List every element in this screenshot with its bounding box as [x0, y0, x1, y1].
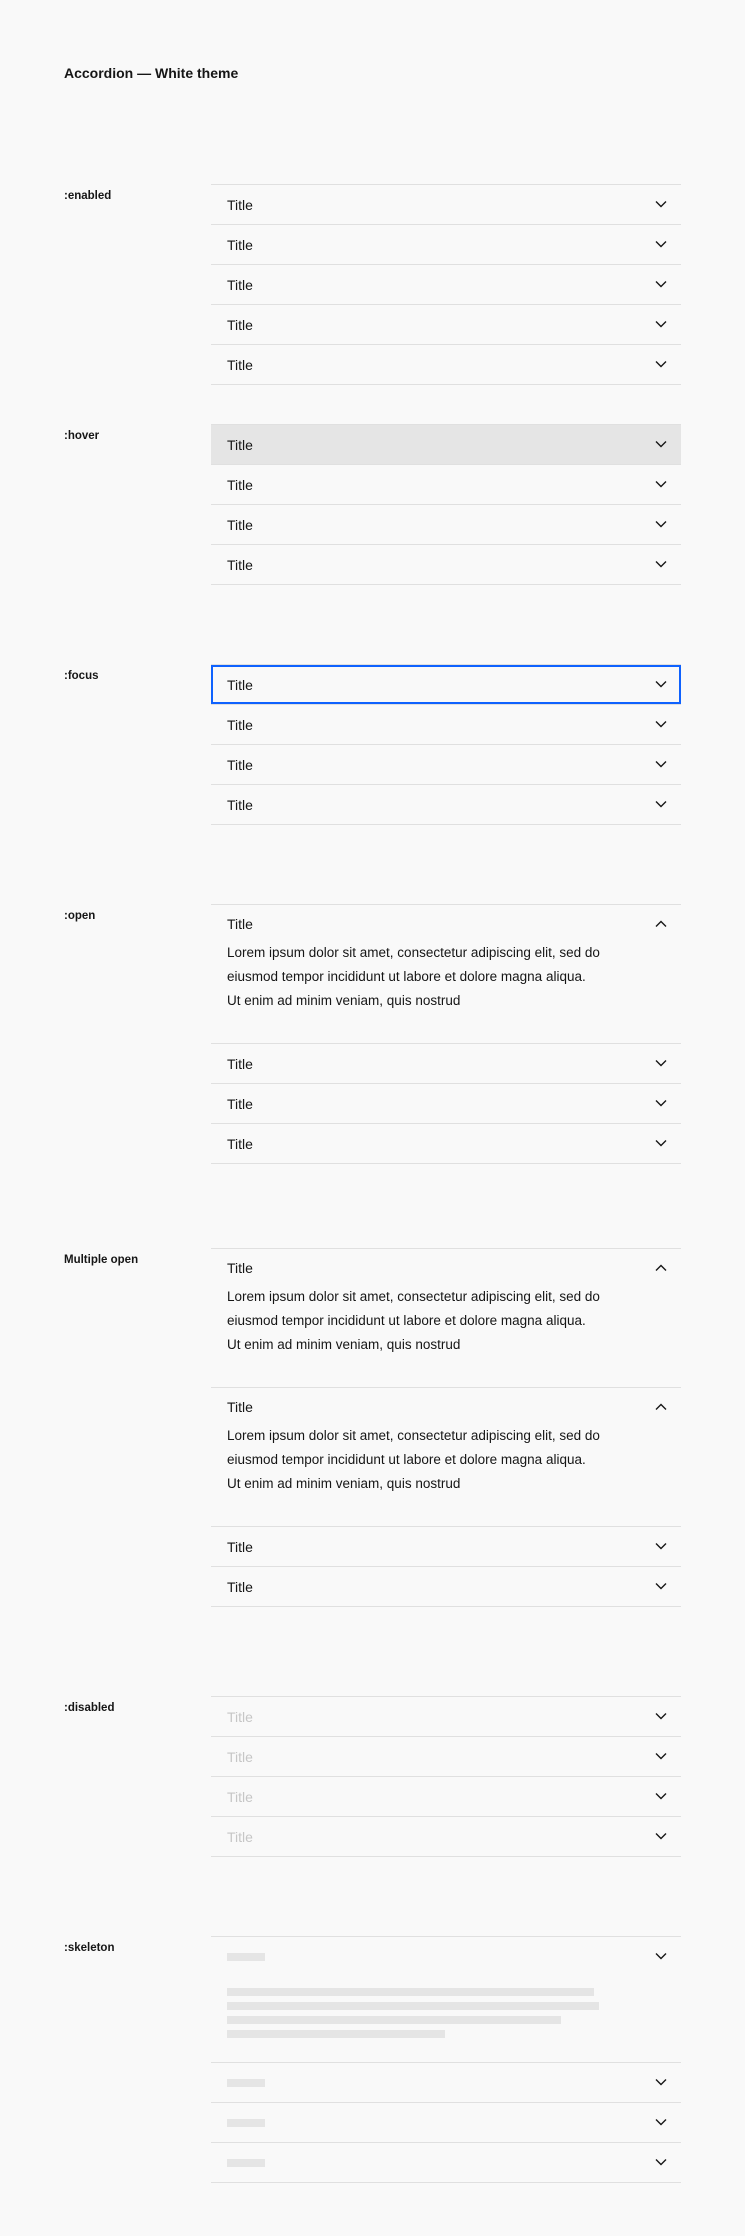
- accordion-item[interactable]: [211, 544, 681, 584]
- chevron-down-icon: [655, 1711, 667, 1721]
- accordion-title: Title: [227, 1538, 253, 1555]
- accordion-title: Title: [227, 356, 253, 373]
- accordion-item[interactable]: [211, 184, 681, 224]
- skeleton-title: [227, 2079, 265, 2087]
- accordion-item[interactable]: [211, 304, 681, 344]
- accordion-open: [211, 904, 681, 1164]
- accordion-item-open[interactable]: [211, 1248, 681, 1387]
- chevron-down-icon: [655, 1138, 667, 1148]
- chevron-up-icon: [655, 919, 667, 929]
- accordion-title: Title: [227, 276, 253, 293]
- skeleton-line: [227, 2016, 561, 2024]
- accordion-item[interactable]: [211, 464, 681, 504]
- accordion-item[interactable]: [211, 744, 681, 784]
- chevron-down-icon: [655, 1751, 667, 1761]
- chevron-down-icon: [655, 1831, 667, 1841]
- accordion-hover: [211, 424, 681, 585]
- accordion-title: Title: [227, 1095, 253, 1112]
- accordion-title: Title: [227, 796, 253, 813]
- section-label: :enabled: [64, 190, 112, 202]
- accordion-title: Title: [227, 236, 253, 253]
- accordion-item[interactable]: [211, 784, 681, 824]
- accordion-heading: [211, 1697, 681, 1736]
- accordion-heading[interactable]: [211, 1567, 681, 1606]
- accordion-title: Title: [227, 196, 253, 213]
- chevron-down-icon: [655, 799, 667, 809]
- skeleton-line: [227, 2030, 445, 2038]
- accordion-title: Title: [227, 916, 253, 932]
- chevron-down-icon: [655, 2157, 667, 2167]
- accordion-disabled: [211, 1696, 681, 1857]
- accordion-item-skeleton: [211, 2062, 681, 2102]
- section-label: :hover: [64, 430, 100, 442]
- accordion-content: Lorem ipsum dolor sit amet, consectetur adipiscing elit, sed do eiusmod tempor incididunt ut labore et dolore magna aliqua. Ut enim ad minim veniam, quis nostrud: [227, 1289, 600, 1352]
- chevron-up-icon: [655, 1402, 667, 1412]
- accordion-item[interactable]: [211, 264, 681, 304]
- chevron-down-icon: [655, 1791, 667, 1801]
- accordion-item[interactable]: [211, 1526, 681, 1566]
- accordion-item-disabled: [211, 1696, 681, 1736]
- chevron-down-icon: [655, 2117, 667, 2127]
- accordion-heading[interactable]: [211, 1044, 681, 1083]
- chevron-down-icon: [655, 359, 667, 369]
- accordion-content: Lorem ipsum dolor sit amet, consectetur adipiscing elit, sed do eiusmod tempor incididunt ut labore et dolore magna aliqua. Ut enim ad minim veniam, quis nostrud: [227, 1428, 600, 1491]
- accordion-heading: [211, 2143, 681, 2182]
- accordion-title: Title: [227, 436, 253, 453]
- chevron-down-icon: [655, 1581, 667, 1591]
- accordion-heading[interactable]: [211, 665, 681, 704]
- accordion-heading[interactable]: [211, 785, 681, 824]
- accordion-item[interactable]: [211, 704, 681, 744]
- section-label: :focus: [64, 670, 99, 682]
- accordion-skeleton: [211, 1936, 681, 2183]
- accordion-heading: [211, 2103, 681, 2142]
- chevron-down-icon: [655, 719, 667, 729]
- section-label: :open: [64, 910, 96, 922]
- accordion-item[interactable]: [211, 1123, 681, 1163]
- accordion-title: Title: [227, 756, 253, 773]
- accordion-title: Title: [227, 1828, 253, 1845]
- accordion-heading[interactable]: [211, 305, 681, 344]
- chevron-down-icon: [655, 479, 667, 489]
- accordion-heading: [211, 1817, 681, 1856]
- accordion-heading[interactable]: [211, 1084, 681, 1123]
- chevron-down-icon: [655, 279, 667, 289]
- accordion-title: Title: [227, 1260, 253, 1276]
- accordion-title: Title: [227, 716, 253, 733]
- accordion-focus: [211, 664, 681, 825]
- accordion-heading: [211, 2063, 681, 2102]
- section-label: :disabled: [64, 1702, 115, 1714]
- accordion-title: Title: [227, 1135, 253, 1152]
- accordion-item[interactable]: [211, 1043, 681, 1083]
- accordion-item-skeleton: [211, 2142, 681, 2182]
- accordion-heading[interactable]: [211, 265, 681, 304]
- accordion-title: Title: [227, 1708, 253, 1725]
- accordion-heading[interactable]: [211, 425, 681, 464]
- skeleton-title: [227, 1953, 265, 1961]
- skeleton-line: [227, 1988, 594, 1996]
- accordion-item[interactable]: [211, 1083, 681, 1123]
- accordion-item-disabled: [211, 1736, 681, 1776]
- accordion-title: Title: [227, 1788, 253, 1805]
- accordion-item-skeleton: [211, 1936, 681, 2062]
- accordion-heading[interactable]: [211, 745, 681, 784]
- accordion-title: Title: [227, 1399, 253, 1415]
- chevron-up-icon: [655, 1263, 667, 1273]
- accordion-item-disabled: [211, 1816, 681, 1856]
- accordion-item-open[interactable]: [211, 1387, 681, 1526]
- accordion-item[interactable]: [211, 224, 681, 264]
- accordion-heading[interactable]: [211, 545, 681, 584]
- chevron-down-icon: [655, 199, 667, 209]
- accordion-heading[interactable]: [211, 1249, 681, 1275]
- accordion-heading[interactable]: [211, 345, 681, 384]
- accordion-item[interactable]: [211, 424, 681, 464]
- chevron-down-icon: [655, 1058, 667, 1068]
- skeleton-title: [227, 2159, 265, 2167]
- chevron-down-icon: [655, 1951, 667, 1961]
- accordion-item[interactable]: [211, 1566, 681, 1606]
- accordion-item-open[interactable]: [211, 904, 681, 1043]
- accordion-title: Title: [227, 476, 253, 493]
- accordion-multiple-open: [211, 1248, 681, 1607]
- accordion-heading[interactable]: [211, 1124, 681, 1163]
- accordion-heading[interactable]: [211, 905, 681, 931]
- accordion-enabled: [211, 184, 681, 385]
- accordion-item[interactable]: [211, 344, 681, 384]
- skeleton-line: [227, 2002, 599, 2010]
- chevron-down-icon: [655, 2077, 667, 2087]
- accordion-title: Title: [227, 1578, 253, 1595]
- page-title: Accordion — White theme: [64, 65, 239, 81]
- chevron-down-icon: [655, 559, 667, 569]
- chevron-down-icon: [655, 239, 667, 249]
- chevron-down-icon: [655, 1098, 667, 1108]
- chevron-down-icon: [655, 439, 667, 449]
- accordion-heading[interactable]: [211, 1527, 681, 1566]
- accordion-title: Title: [227, 556, 253, 573]
- accordion-heading: [211, 1737, 681, 1776]
- skeleton-title: [227, 2119, 265, 2127]
- skeleton-content: [211, 1976, 681, 2062]
- accordion-item-disabled: [211, 1776, 681, 1816]
- chevron-down-icon: [655, 759, 667, 769]
- accordion-item[interactable]: [211, 664, 681, 704]
- accordion-title: Title: [227, 516, 253, 533]
- accordion-title: Title: [227, 1748, 253, 1765]
- accordion-heading[interactable]: [211, 1388, 681, 1414]
- accordion-heading[interactable]: [211, 185, 681, 224]
- accordion-heading[interactable]: [211, 705, 681, 744]
- chevron-down-icon: [655, 519, 667, 529]
- section-label: Multiple open: [64, 1254, 139, 1266]
- chevron-down-icon: [655, 679, 667, 689]
- accordion-title: Title: [227, 676, 253, 693]
- accordion-title: Title: [227, 316, 253, 333]
- accordion-item[interactable]: [211, 504, 681, 544]
- chevron-down-icon: [655, 319, 667, 329]
- chevron-down-icon: [655, 1541, 667, 1551]
- accordion-heading: [211, 1937, 681, 1976]
- accordion-heading[interactable]: [211, 505, 681, 544]
- accordion-content: Lorem ipsum dolor sit amet, consectetur adipiscing elit, sed do eiusmod tempor incididunt ut labore et dolore magna aliqua. Ut enim ad minim veniam, quis nostrud: [227, 945, 600, 1008]
- accordion-heading: [211, 1777, 681, 1816]
- accordion-heading[interactable]: [211, 225, 681, 264]
- accordion-item-skeleton: [211, 2102, 681, 2142]
- accordion-heading[interactable]: [211, 465, 681, 504]
- section-label: :skeleton: [64, 1942, 115, 1954]
- accordion-title: Title: [227, 1055, 253, 1072]
